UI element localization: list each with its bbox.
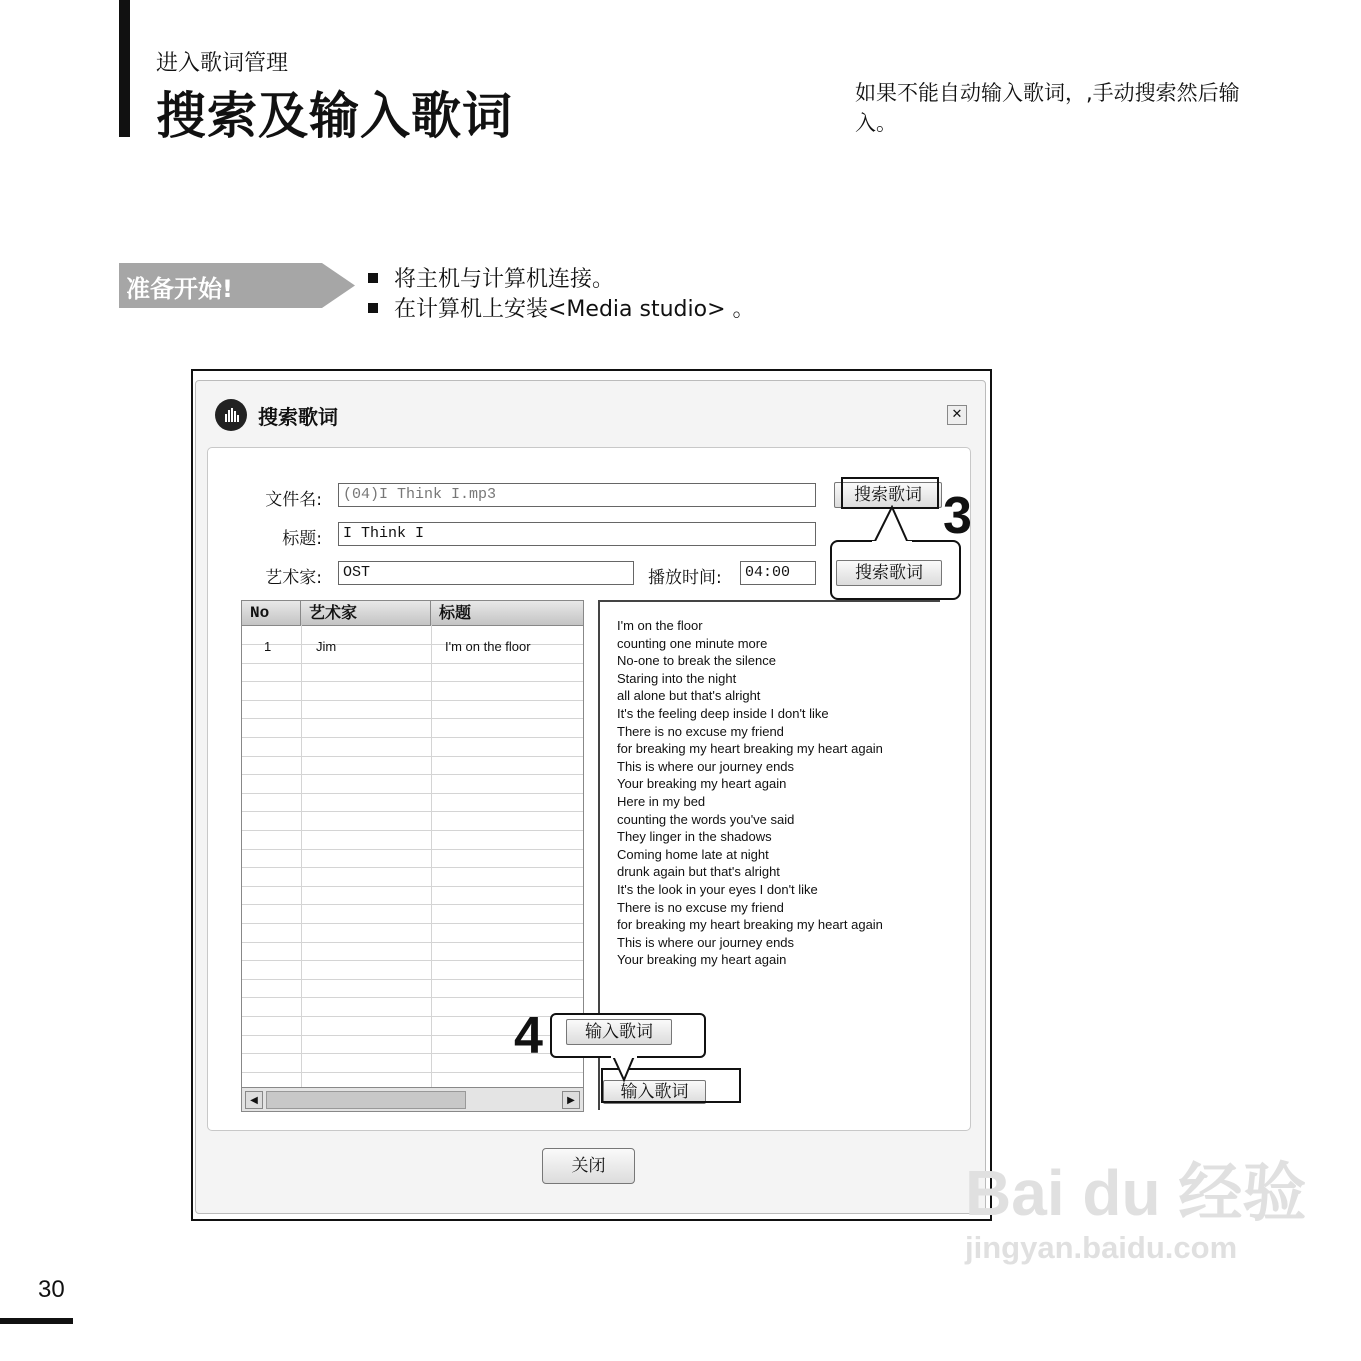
lyric-line: Your breaking my heart again [617, 952, 787, 968]
lyric-line: This is where our journey ends [617, 934, 795, 950]
col-artist[interactable]: 艺术家 [301, 601, 431, 625]
lyric-line: It's the feeling deep inside I don't like [617, 705, 829, 721]
table-header [242, 601, 583, 626]
search-lyrics-button-zoom[interactable]: 搜索歌词 [836, 560, 942, 586]
page-title: 搜索及输入歌词 [156, 87, 513, 145]
arrow-right-icon[interactable]: ▶ [562, 1091, 580, 1109]
search-lyrics-button[interactable]: 搜索歌词 [834, 482, 942, 508]
prep-item: 将主机与计算机连接。 [368, 262, 614, 293]
lyric-line: counting the words you've said [617, 811, 795, 827]
horizontal-scrollbar[interactable] [242, 1087, 583, 1112]
col-no[interactable]: No [242, 601, 301, 625]
cell-artist: Jim [316, 639, 337, 654]
lyric-line: They linger in the shadows [617, 829, 772, 845]
prep-label: 准备开始! [126, 275, 233, 303]
lyric-line: Your breaking my heart again [617, 776, 787, 792]
lyric-line: This is where our journey ends [617, 758, 795, 774]
page-rule [0, 1318, 73, 1324]
arrow-left-icon[interactable]: ◀ [245, 1091, 263, 1109]
bullet-icon [368, 273, 378, 283]
watermark-logo: Bai du 经验 [965, 1157, 1307, 1229]
lyric-line: for breaking my heart breaking my heart again [617, 917, 883, 933]
lyrics-text [617, 617, 883, 969]
scrollbar-thumb[interactable] [266, 1091, 466, 1109]
lyric-line: all alone but that's alright [617, 688, 761, 704]
title-field[interactable]: I Think I [338, 522, 816, 546]
step-3-number: 3 [943, 487, 972, 545]
callout-3-pointer [870, 505, 920, 545]
lyric-line: I'm on the floor [617, 618, 703, 633]
filename-field[interactable]: (04)I Think I.mp3 [338, 483, 816, 507]
input-lyrics-button[interactable]: 输入歌词 [603, 1080, 706, 1104]
col-title[interactable]: 标题 [431, 601, 584, 625]
lyric-line: counting one minute more [617, 635, 768, 651]
artist-field[interactable]: OST [338, 561, 634, 585]
callout-4-pointer [610, 1054, 640, 1084]
section-subtitle: 进入歌词管理 [156, 51, 289, 76]
bullet-icon [368, 303, 378, 313]
lyric-line: drunk again but that's alright [617, 864, 780, 880]
filename-label: 文件名: [265, 490, 322, 510]
lyric-line: for breaking my heart breaking my heart again [617, 741, 883, 757]
cell-no: 1 [264, 639, 272, 654]
duration-field[interactable]: 04:00 [740, 561, 816, 585]
lyric-line: There is no excuse my friend [617, 723, 784, 739]
cell-title: I'm on the floor [445, 639, 531, 654]
prep-item: 在计算机上安装<Media studio> 。 [368, 292, 755, 323]
intro-text: 如果不能自动输入歌词，,手动搜索然后输入。 [855, 81, 1240, 135]
dialog-title: 搜索歌词 [258, 405, 338, 429]
step-4-number: 4 [514, 1007, 543, 1065]
watermark-url: jingyan.baidu.com [965, 1230, 1238, 1265]
baidu-watermark [965, 1158, 1306, 1268]
lyric-line: Coming home late at night [617, 846, 769, 862]
lyric-line: Staring into the night [617, 670, 737, 686]
title-label: 标题: [282, 529, 322, 549]
input-lyrics-button-zoom[interactable]: 输入歌词 [566, 1019, 672, 1045]
duration-label: 播放时间: [648, 568, 722, 588]
close-icon[interactable]: ✕ [947, 405, 967, 425]
page-number: 30 [38, 1276, 65, 1303]
lyric-line: No-one to break the silence [617, 653, 776, 669]
header-bar [119, 0, 130, 137]
lyric-line: There is no excuse my friend [617, 899, 784, 915]
close-button[interactable]: 关闭 [542, 1148, 635, 1184]
app-logo-icon [215, 399, 247, 431]
lyric-line: It's the look in your eyes I don't like [617, 881, 818, 897]
lyric-line: Here in my bed [617, 793, 706, 809]
artist-label: 艺术家: [265, 568, 322, 588]
